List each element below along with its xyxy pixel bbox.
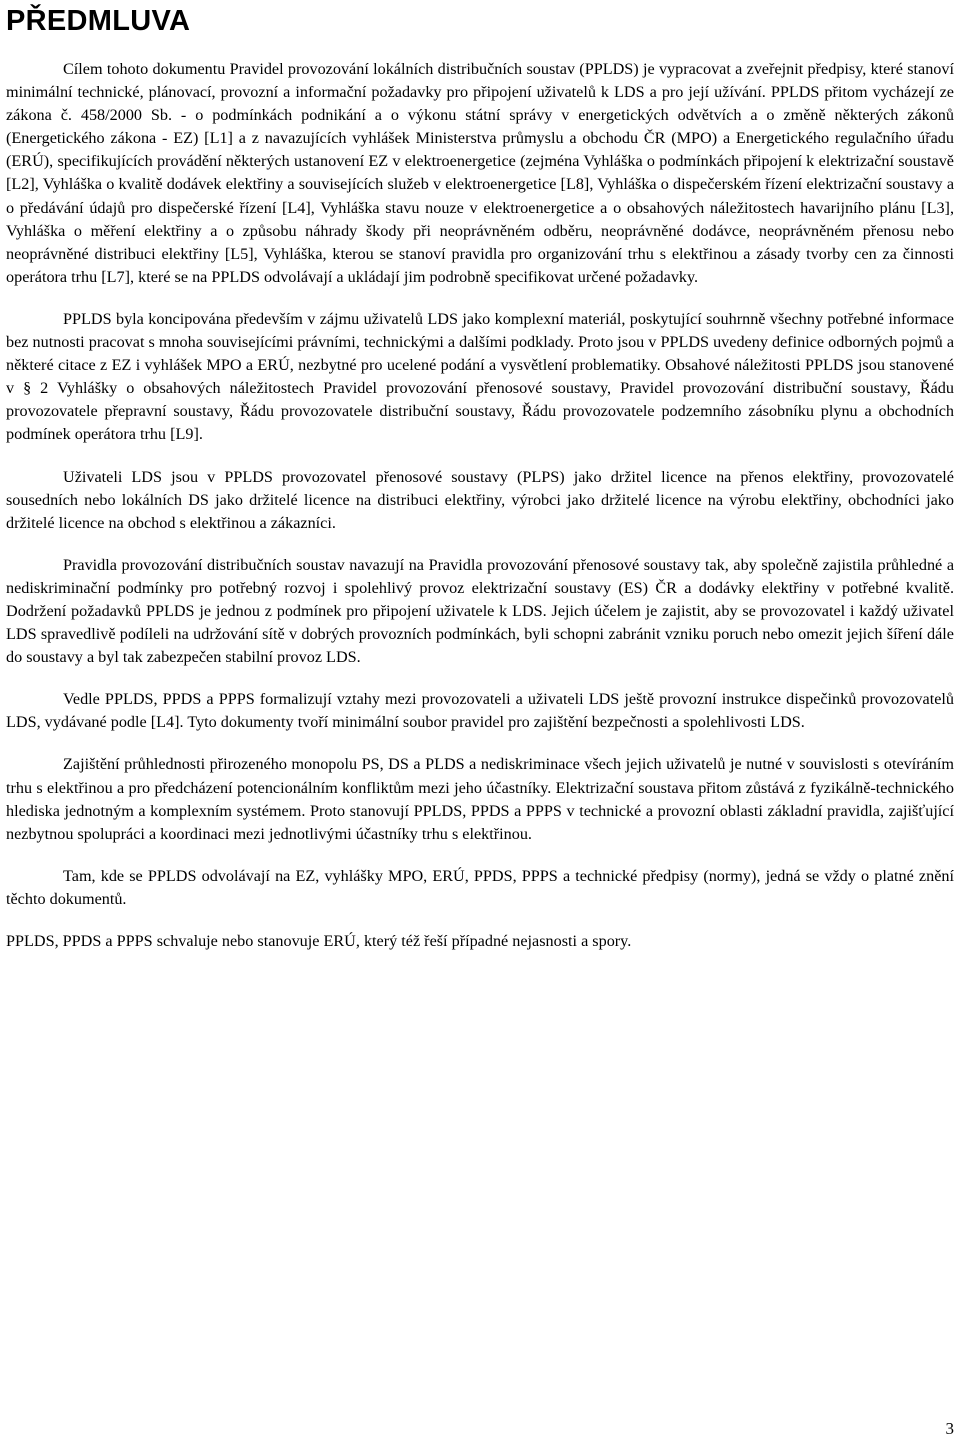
paragraph-rules-link: Pravidla provozování distribučních soustav navazují na Pravidla provozování přenosové soustavy tak, aby společně zajistila průhledné a nediskriminační podmínky pro potřebný rozvoj i spolehlivý provoz elektrizační soustavy (ES) ČR a dodávky elektřiny v potřebné kvalitě. Dodržení požadavků PPLDS je jednou z podmínek pro připojení uživatele k LDS. Jejich účelem je zajistit, aby se provozovatel i každý uživatel LDS spravedlivě podíleli na udržování sítě v dobrých provozních podmínkách, byli schopni zabránit vzniku poruch nebo omezit jejich šíření dále do soustavy a byl tak zabezpečen stabilní provoz LDS.: [6, 555, 954, 667]
document-body: [6, 58, 954, 972]
paragraph-approval: PPLDS, PPDS a PPPS schvaluje nebo stanovuje ERÚ, který též řeší případné nejasnosti a spory.: [6, 932, 632, 950]
paragraph-users: Uživateli LDS jsou v PPLDS provozovatel přenosové soustavy (PLPS) jako držitel licence na přenos elektřiny, provozovatelé sousedních nebo lokálních DS jako držitelé licence na distribuci elektřiny, výrobci jako držitelé licence na výrobu elektřiny, obchodníci jako držitelé licence na obchod s elektřinou a zákazníci.: [6, 467, 954, 532]
paragraph-purpose: Cílem tohoto dokumentu Pravidel provozování lokálních distribučních soustav (PPLDS) je vypracovat a zveřejnit předpisy, které stanoví minimální technické, plánovací, provozní a informační požadavky pro připojení uživatelů k LDS a pro její užívání. PPLDS přitom vycházejí ze zákona č. 458/2000 Sb. - o podmínkách podnikání a o výkonu státní správy v energetických odvětvích a o změně některých zákonů (Energetického zákona - EZ) [L1] a z navazujících vyhlášek Ministerstva průmyslu a obchodu ČR (MPO) a Energetického regulačního úřadu (ERÚ), specifikujících provádění některých ustanovení EZ v elektroenergetice (zejména Vyhláška o podmínkách připojení k elektrizační soustavě [L2], Vyhláška o kvalitě dodávek elektřiny a souvisejících služeb v elektroenergetice [L8], Vyhláška o dispečerském řízení elektrizační soustavy a o předávání údajů pro dispečerské řízení [L4], Vyhláška stavu nouze v elektroenergetice a o obsahových náležitostech havarijního plánu [L3], Vyhláška o měření elektřiny a o způsobu náhrady škody při neoprávněném odběru, neoprávněné dodávce, neoprávněném přenosu nebo neoprávněné distribuci elektřiny [L5], Vyhláška, kterou se stanoví pravidla pro organizování trhu s elektřinou a zásady tvorby cen za činnosti operátora trhu [L7], které se na PPLDS odvolávají a ukládají jim podrobně specifikovat určené požadavky.: [6, 60, 954, 286]
page-number: 3: [945, 1419, 954, 1438]
paragraph-concept: PPLDS byla koncipována především v zájmu uživatelů LDS jako komplexní materiál, poskytující souhrnně všechny potřebné informace bez nutnosti pracovat s mnoha souvisejícími právními, technickými a dalšími podklady. Proto jsou v PPLDS uvedeny definice odborných pojmů a některé citace z EZ i vyhlášek MPO a ERÚ, nezbytné pro ucelené podání a vysvětlení problematiky. Obsahové náležitosti PPLDS jsou stanovené v § 2 Vyhlášky o obsahových náležitostech Pravidel provozování přenosové soustavy, Pravidel provozování distribuční soustavy, Řádu provozovatele přepravní soustavy, Řádu provozovatele distribuční soustavy, Řádu provozovatele podzemního zásobníku plynu a obchodních podmínek operátora trhu [L9].: [6, 309, 955, 444]
paragraph-references: Tam, kde se PPLDS odvolávají na EZ, vyhlášky MPO, ERÚ, PPDS, PPPS a technické předpisy (normy), jedná se vždy o platné znění těchto dokumentů.: [6, 866, 954, 908]
page-title: PŘEDMLUVA: [6, 5, 191, 37]
paragraph-transparency: Zajištění průhlednosti přirozeného monopolu PS, DS a PLDS a nediskriminace všech jejich uživatelů je nutné v souvislosti s otevíráním trhu s elektřinou a pro předcházení potencionálním konfliktům mezi jeho účastníky. Elektrizační soustava přitom zůstává z fyzikálně-technického hlediska jednotným a komplexním systémem. Proto stanovují PPLDS, PPDS a PPPS v technické a provozní oblasti základní pravidla, zajišťující nezbytnou spolupráci a koordinaci mezi jednotlivými účastníky trhu s elektřinou.: [6, 755, 954, 843]
paragraph-instructions: Vedle PPLDS, PPDS a PPPS formalizují vztahy mezi provozovateli a uživateli LDS ještě provozní instrukce dispečinků provozovatelů LDS, vydávané podle [L4]. Tyto dokumenty tvoří minimální soubor pravidel pro zajištění bezpečnosti a spolehlivosti LDS.: [6, 690, 954, 732]
